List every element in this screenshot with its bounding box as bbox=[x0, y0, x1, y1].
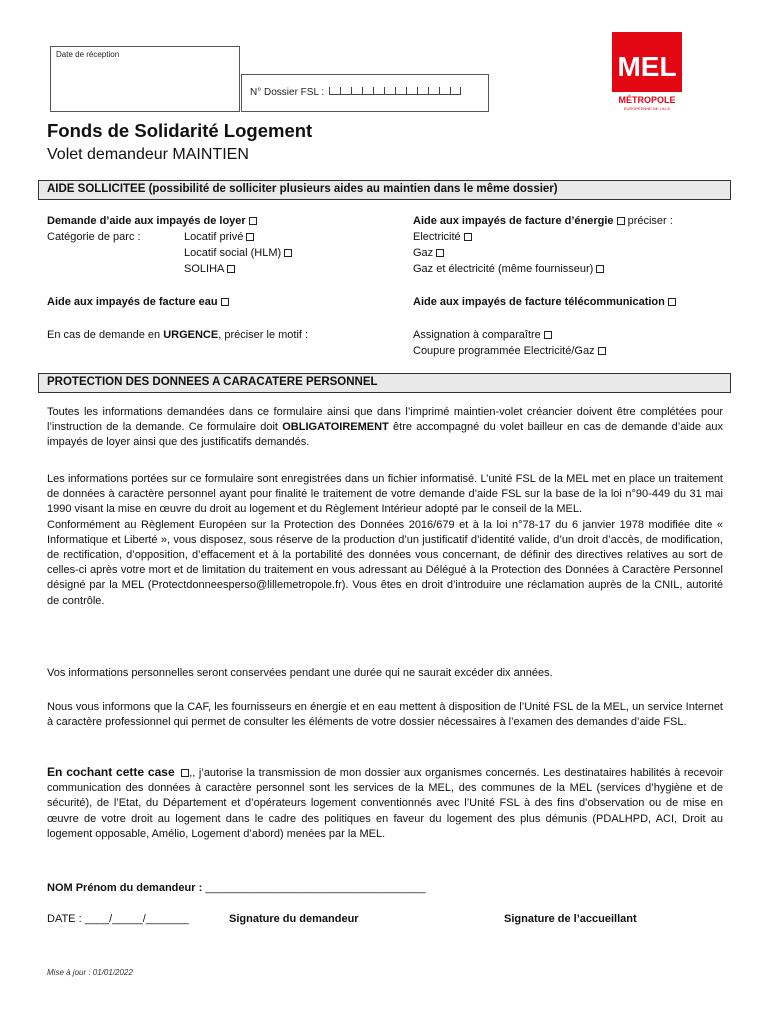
dossier-fsl-field[interactable] bbox=[241, 74, 489, 112]
parc-option-label: Locatif social (HLM) bbox=[184, 247, 282, 259]
section-aide-sollicitee: AIDE SOLLICITEE (possibilité de solliciter plusieurs aides au maintien dans le même dossier) bbox=[38, 180, 731, 200]
elec-checkbox[interactable] bbox=[464, 233, 472, 241]
p1-text-end: être accompagné du volet bailleur en cas de demande d’aide aux impayés de loyer ainsi que des justificatifs demandés. bbox=[47, 421, 724, 449]
energie-option-label: Electricité bbox=[413, 231, 461, 243]
urgence-option-coupure[interactable] bbox=[413, 343, 606, 359]
paragraph-1 bbox=[47, 405, 723, 451]
loyer-checkbox[interactable] bbox=[249, 217, 257, 225]
page-subtitle: Volet demandeur MAINTIEN bbox=[47, 146, 249, 163]
signature-demandeur: Signature du demandeur bbox=[229, 913, 359, 925]
logo-sub: MÉTROPOLE bbox=[618, 95, 676, 105]
energie-label: Aide aux impayés de facture d’énergie bbox=[413, 215, 614, 227]
logo-text: MEL bbox=[617, 51, 677, 82]
loyer-label: Demande d’aide aux impayés de loyer bbox=[47, 215, 246, 227]
mel-logo bbox=[612, 32, 682, 112]
p3-text: Conformément au Règlement Européen sur la Protection des Données 2016/679 et à la loi n°78-17 du 6 janvier 1978 modifiée dite « Informatique et Liberté », vous disposez, sous réserve de la production d’un justificatif d’identité valide, d’un droit d’accès, de modification, de rectification, d’opposition, d’effacement et à la portabilité des données vous concernant, de définir des directives relatives au sort de celles-ci après votre mort et de limitation du traitement en vous adressant au Délégué à la Protection des Données à Caractère Personnel désigné par la MEL (Protectdonneesperso@lillemetropole.fr). Vous êtes en droit d’introduire une réclamation auprès de la CNIL, autorité de contrôle. bbox=[47, 518, 723, 607]
urgence-suffix: , préciser le motif : bbox=[218, 329, 309, 341]
dossier-number-boxes[interactable] bbox=[329, 87, 461, 98]
p2-text: Les informations portées sur ce formulaire sont enregistrées dans un fichier informatisé. L’unité FSL de la MEL met en place un traitement de données à caractère personnel ayant pour finalité le traitement de votre demande d’aide FSL sur la base de la loi n°90-449 du 31 mai 1990 visant la mise en œuvre du droit au logement et du Règlement Intérieur adopté par le conseil de la MEL. bbox=[47, 473, 723, 516]
categorie-label: Catégorie de parc : bbox=[47, 231, 141, 243]
footer-update-date: Mise à jour : 01/01/2022 bbox=[47, 968, 133, 977]
gaz-elec-checkbox[interactable] bbox=[596, 265, 604, 273]
eau-checkbox[interactable] bbox=[221, 298, 229, 306]
energie-suffix: préciser : bbox=[627, 215, 673, 227]
telecom-label: Aide aux impayés de facture télécommunication bbox=[413, 296, 665, 308]
paragraph-5: Nous vous informons que la CAF, les fournisseurs en énergie et en eau mettent à disposition de l’Unité FSL de la MEL, un service Internet à caractère professionnel qui permet de consulter les éléments de votre dossier nécessaires à l’examen des demandes d’aide FSL. bbox=[47, 701, 723, 729]
section-protection-donnees: PROTECTION DES DONNEES A CARACATERE PERSONNEL bbox=[38, 373, 731, 393]
urgence-prefix: En cas de demande en bbox=[47, 329, 164, 341]
parc-option-social[interactable] bbox=[184, 245, 292, 261]
p1-text: Toutes les informations demandées dans ce formulaire ainsi que dans l’imprimé maintien-volet créancier doivent être complétées pour l’instruction de la demande. Ce formulaire doit bbox=[47, 406, 723, 434]
p6-text: ,, j’autorise la transmission de mon dossier aux organismes concernés. Les destinataires habilités à recevoir communication des données à caractère personnel sont les services de la MEL, des communes de la MEL (services d’hygiène et de sécurité), de l’Etat, du Département et d’opérateurs logement conventionnés avec l’Unité FSL à des fins d’observation ou de mise en œuvre de votre droit au logement dans le cadre des politiques en faveur du logement des plus démunis (PDALHPD, ACI, Droit au logement opposable, Amélio, Logement d’abord) menées par la MEL. bbox=[47, 767, 724, 840]
logo-sub2: EUROPÉENNE DE LILLE bbox=[623, 106, 671, 111]
urgence-option-label: Coupure programmée Electricité/Gaz bbox=[413, 345, 595, 357]
date-reception-label: Date de réception bbox=[56, 50, 120, 59]
dossier-label: N° Dossier FSL : bbox=[250, 87, 325, 99]
paragraph-2 bbox=[47, 472, 723, 609]
energie-option-label: Gaz bbox=[413, 247, 434, 259]
urgence-line bbox=[47, 327, 308, 343]
page-title: Fonds de Solidarité Logement bbox=[47, 120, 313, 141]
date-field[interactable]: DATE : ____/_____/_______ bbox=[47, 913, 189, 925]
urgence-option-label: Assignation à comparaître bbox=[413, 329, 541, 341]
parc-option-soliha[interactable] bbox=[184, 261, 235, 277]
eau-option[interactable] bbox=[47, 294, 229, 310]
parc-option-prive[interactable] bbox=[184, 229, 254, 245]
signature-accueillant: Signature de l’accueillant bbox=[504, 913, 637, 925]
coupure-checkbox[interactable] bbox=[598, 347, 606, 355]
energie-checkbox[interactable] bbox=[617, 217, 625, 225]
energie-option-gaz[interactable] bbox=[413, 245, 444, 261]
paragraph-4: Vos informations personnelles seront conservées pendant une durée qui ne saurait excéder dix années. bbox=[47, 667, 553, 679]
parc-prive-checkbox[interactable] bbox=[246, 233, 254, 241]
energie-option-both[interactable] bbox=[413, 261, 604, 277]
gaz-checkbox[interactable] bbox=[436, 249, 444, 257]
energie-option-label: Gaz et électricité (même fournisseur) bbox=[413, 263, 594, 275]
parc-option-label: Locatif privé bbox=[184, 231, 244, 243]
nom-line[interactable]: ____________________________________ bbox=[205, 882, 426, 894]
nom-label: NOM Prénom du demandeur : bbox=[47, 882, 203, 894]
p1-bold: OBLIGATOIREMENT bbox=[282, 421, 389, 434]
telecom-checkbox[interactable] bbox=[668, 298, 676, 306]
loyer-option[interactable] bbox=[47, 213, 257, 229]
urgence-option-assignation[interactable] bbox=[413, 327, 552, 343]
eau-label: Aide aux impayés de facture eau bbox=[47, 296, 218, 308]
nom-field[interactable] bbox=[47, 880, 426, 896]
parc-option-label: SOLIHA bbox=[184, 263, 225, 275]
paragraph-6 bbox=[47, 765, 723, 842]
urgence-bold: URGENCE bbox=[163, 329, 219, 341]
parc-social-checkbox[interactable] bbox=[284, 249, 292, 257]
energie-option-elec[interactable] bbox=[413, 229, 472, 245]
parc-soliha-checkbox[interactable] bbox=[227, 265, 235, 273]
p6-bold: En cochant cette case bbox=[47, 765, 175, 779]
assignation-checkbox[interactable] bbox=[544, 331, 552, 339]
telecom-option[interactable] bbox=[413, 294, 676, 310]
energie-option[interactable] bbox=[413, 213, 673, 229]
date-reception-box[interactable] bbox=[50, 46, 240, 112]
